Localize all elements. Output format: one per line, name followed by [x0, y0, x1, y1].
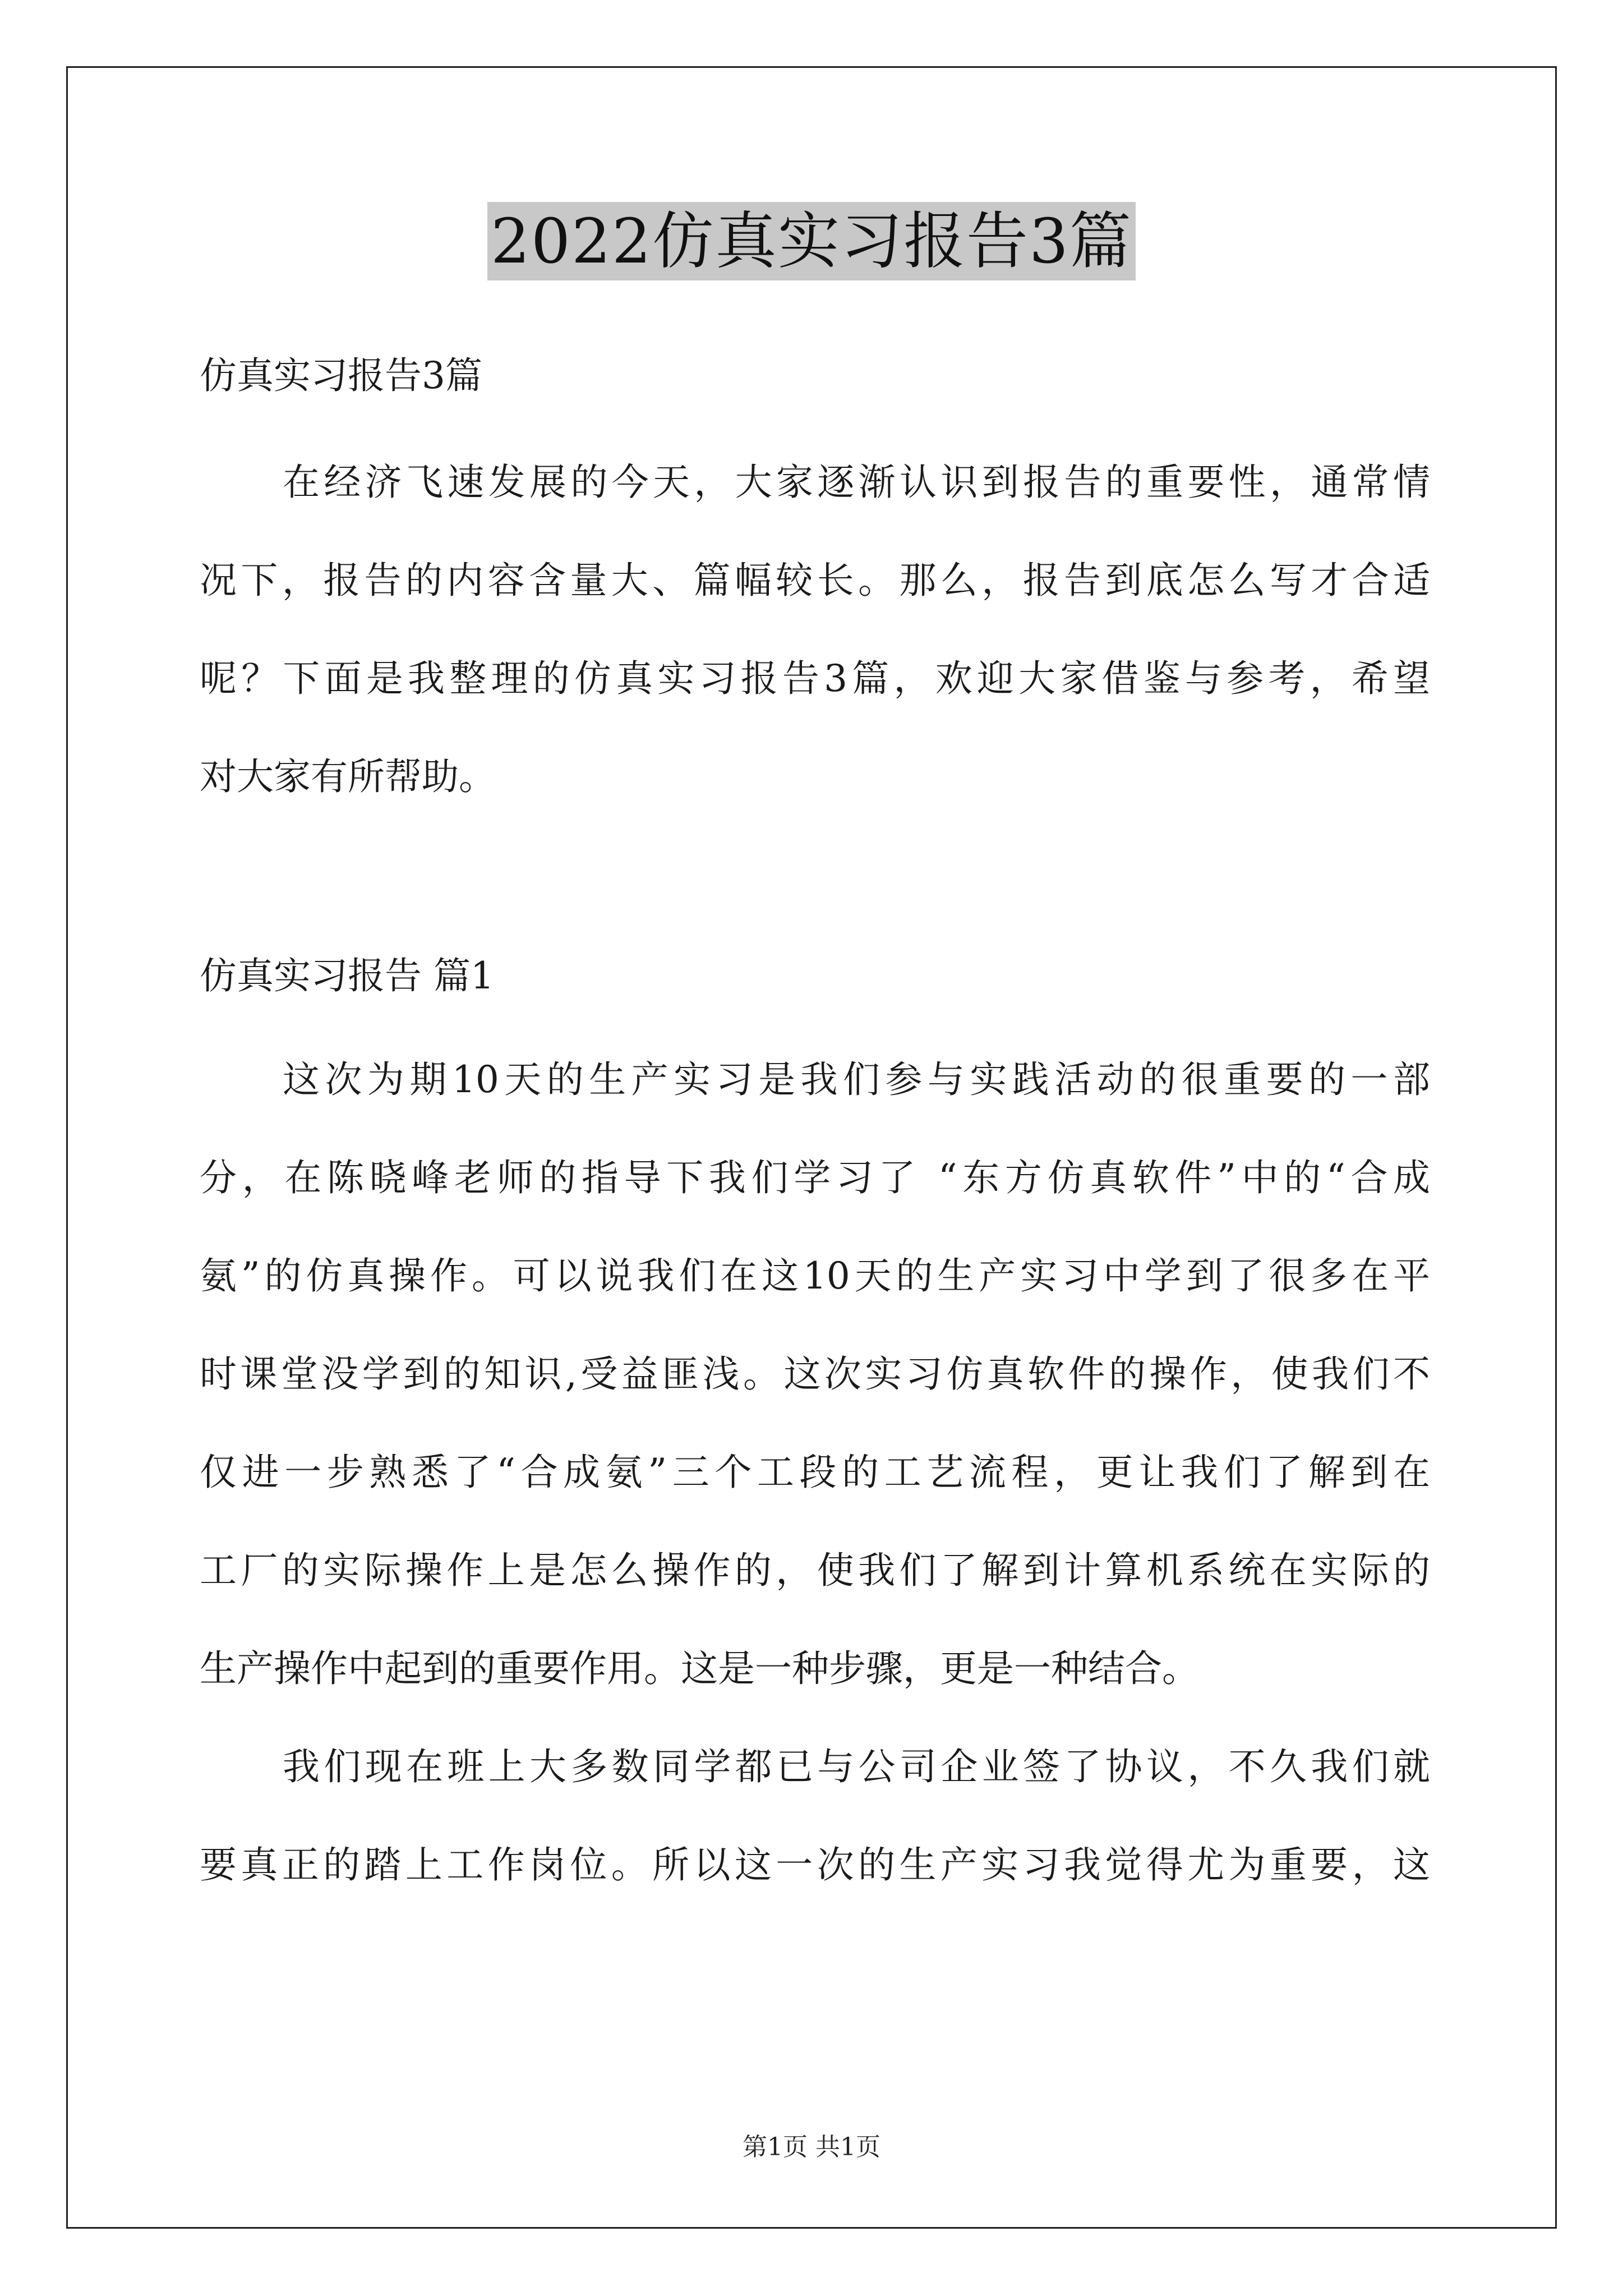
paragraph-line: 这次为期10天的生产实习是我们参与实践活动的很重要的一部: [283, 1058, 1430, 1101]
paragraph-line: 分，在陈晓峰老师的指导下我们学习了 “东方仿真软件”中的“合成: [200, 1156, 1430, 1199]
paragraph-line: 生产操作中起到的重要作用。这是一种步骤，更是一种结合。: [200, 1647, 1199, 1690]
paragraph-line: 我们现在班上大多数同学都已与公司企业签了协议，不久我们就: [283, 1745, 1430, 1788]
paragraph-line: 时课堂没学到的知识,受益匪浅。这次实习仿真软件的操作，使我们不: [200, 1352, 1430, 1396]
paragraph-line: 氨”的仿真操作。可以说我们在这10天的生产实习中学到了很多在平: [200, 1254, 1430, 1297]
page-footer: [0, 2132, 1623, 2163]
intro-line: 在经济飞速发展的今天，大家逐渐认识到报告的重要性，通常情: [283, 461, 1430, 504]
intro-line: 况下，报告的内容含量大、篇幅较长。那么，报告到底怎么写才合适: [200, 559, 1430, 602]
page-number: 第1页 共1页: [743, 2133, 880, 2161]
paragraph-line: 要真正的踏上工作岗位。所以这一次的生产实习我觉得尤为重要，这: [200, 1843, 1430, 1887]
title-container: [0, 202, 1623, 280]
subtitle: 仿真实习报告3篇: [200, 354, 482, 397]
paragraph-line: 工厂的实际操作上是怎么操作的，使我们了解到计算机系统在实际的: [200, 1549, 1430, 1592]
intro-line: 对大家有所帮助。: [200, 755, 496, 798]
section-heading: 仿真实习报告 篇1: [200, 954, 494, 997]
document-title: 2022仿真实习报告3篇: [487, 202, 1136, 280]
paragraph-line: 仅进一步熟悉了“合成氨”三个工段的工艺流程，更让我们了解到在: [200, 1451, 1430, 1494]
intro-line: 呢？下面是我整理的仿真实习报告3篇，欢迎大家借鉴与参考，希望: [200, 657, 1430, 700]
